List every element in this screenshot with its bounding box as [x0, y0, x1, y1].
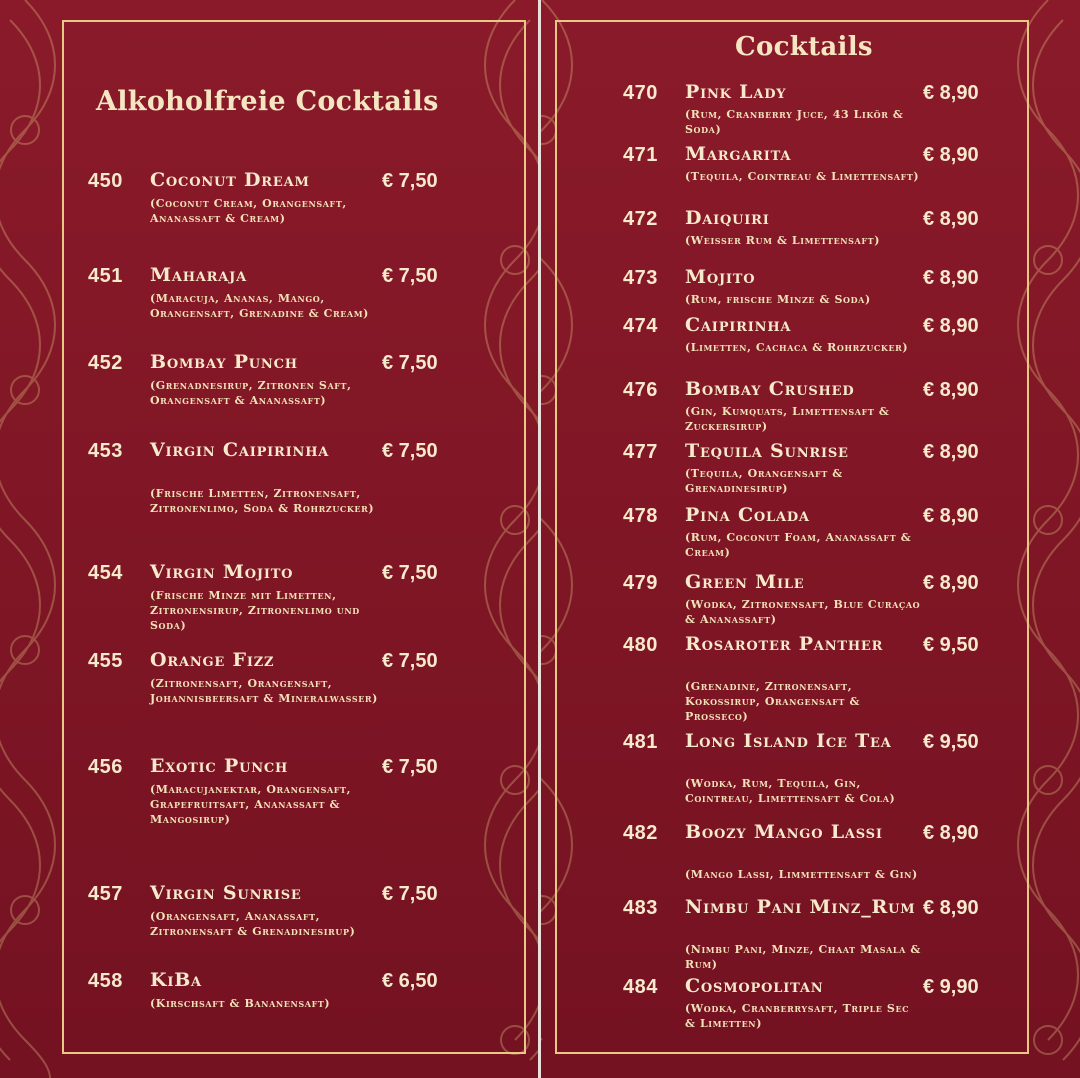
section-title: Alkoholfreie Cocktails — [96, 86, 439, 117]
item-number: 481 — [623, 731, 658, 753]
item-price: € 7,50 — [382, 650, 438, 672]
item-name: Virgin Caipirinha — [150, 439, 330, 461]
item-name: Orange Fizz — [150, 649, 275, 671]
item-description: (Grenadine, Zitronensaft, Kokossirup, Orangensaft & Prosseco) — [685, 680, 861, 723]
item-name: Nimbu Pani Minz_Rum — [685, 896, 916, 918]
item-name: Rosaroter Panther — [685, 633, 884, 655]
item-description: (Maracuja, Ananas, Mango, Orangensaft, Grenadine & Cream) — [150, 292, 369, 320]
item-name: Boozy Mango Lassi — [685, 821, 883, 843]
item-number: 477 — [623, 441, 658, 463]
item-name: Caipirinha — [685, 314, 792, 336]
item-price: € 8,90 — [923, 505, 979, 527]
item-number: 478 — [623, 505, 658, 527]
item-description: (Wodka, Cranberrysaft, Triple Sec & Limetten) — [685, 1002, 910, 1030]
item-number: 451 — [88, 265, 123, 287]
item-number: 473 — [623, 267, 658, 289]
item-name: Maharaja — [150, 264, 248, 286]
item-description: (Mango Lassi, Limmettensaft & Gin) — [685, 868, 918, 881]
item-price: € 7,50 — [382, 265, 438, 287]
item-description: (Wodka, Zitronensaft, Blue Curaçao & Ananassaft) — [685, 598, 921, 626]
item-price: € 8,90 — [923, 897, 979, 919]
item-number: 455 — [88, 650, 123, 672]
item-description: (Grenadnesirup, Zitronen Saft, Orangensaft & Ananassaft) — [150, 379, 352, 407]
item-number: 458 — [88, 970, 123, 992]
item-description: (Rum, Coconut Foam, Ananassaft & Cream) — [685, 531, 912, 559]
item-number: 456 — [88, 756, 123, 778]
item-number: 472 — [623, 208, 658, 230]
item-price: € 8,90 — [923, 208, 979, 230]
menu-page-right — [541, 0, 1080, 1078]
item-name: Tequila Sunrise — [685, 440, 849, 462]
item-description: (Kirschsaft & Bananensaft) — [150, 997, 331, 1010]
item-number: 470 — [623, 82, 658, 104]
item-description: (Nimbu Pani, Minze, Chaat Masala & Rum) — [685, 943, 921, 971]
item-name: Pina Colada — [685, 504, 810, 526]
item-name: Virgin Mojito — [150, 561, 294, 583]
item-name: Daiquiri — [685, 207, 770, 229]
item-name: Mojito — [685, 266, 756, 288]
item-price: € 7,50 — [382, 562, 438, 584]
item-number: 457 — [88, 883, 123, 905]
item-description: (Rum, frische Minze & Soda) — [685, 293, 871, 306]
item-name: Green Mile — [685, 571, 805, 593]
item-number: 480 — [623, 634, 658, 656]
item-name: Exotic Punch — [150, 755, 289, 777]
item-description: (Rum, Cranberry Juce, 43 Likör & Soda) — [685, 108, 904, 136]
item-price: € 8,90 — [923, 82, 979, 104]
item-number: 484 — [623, 976, 658, 998]
item-description: (Frische Limetten, Zitronensaft, Zitronenlimo, Soda & Rohrzucker) — [150, 487, 375, 515]
item-number: 471 — [623, 144, 658, 166]
item-name: Bombay Crushed — [685, 378, 855, 400]
item-description: (Maracujanektar, Orangensaft, Grapefruitsaft, Ananassaft & Mangosirup) — [150, 783, 352, 826]
menu-page-left — [0, 0, 538, 1078]
item-price: € 8,90 — [923, 441, 979, 463]
item-number: 454 — [88, 562, 123, 584]
item-number: 476 — [623, 379, 658, 401]
item-price: € 7,50 — [382, 883, 438, 905]
item-description: (Zitronensaft, Orangensaft, Johannisbeersaft & Mineralwasser) — [150, 677, 378, 705]
item-description: (Frische Minze mit Limetten, Zitronensirup, Zitronenlimo und Soda) — [150, 589, 360, 632]
item-number: 482 — [623, 822, 658, 844]
item-name: Virgin Sunrise — [150, 882, 302, 904]
item-price: € 9,50 — [923, 634, 979, 656]
item-name: Bombay Punch — [150, 351, 298, 373]
item-description: (Tequila, Orangensaft & Grenadinesirup) — [685, 467, 843, 495]
item-description: (Weisser Rum & Limettensaft) — [685, 234, 880, 247]
item-name: Cosmopolitan — [685, 975, 824, 997]
item-price: € 7,50 — [382, 756, 438, 778]
item-price: € 9,50 — [923, 731, 979, 753]
item-price: € 8,90 — [923, 267, 979, 289]
item-price: € 8,90 — [923, 572, 979, 594]
item-price: € 7,50 — [382, 352, 438, 374]
item-number: 479 — [623, 572, 658, 594]
item-description: (Orangensaft, Ananassaft, Zitronensaft & Grenadinesirup) — [150, 910, 356, 938]
item-price: € 8,90 — [923, 822, 979, 844]
item-number: 450 — [88, 170, 123, 192]
item-price: € 6,50 — [382, 970, 438, 992]
item-description: (Gin, Kumquats, Limettensaft & Zuckersirup) — [685, 405, 890, 433]
ornament-border-left — [0, 0, 70, 1078]
item-price: € 7,50 — [382, 440, 438, 462]
item-description: (Wodka, Rum, Tequila, Gin, Cointreau, Limettensaft & Cola) — [685, 777, 896, 805]
item-name: Margarita — [685, 143, 792, 165]
item-description: (Coconut Cream, Orangensaft, Ananassaft & Cream) — [150, 197, 347, 225]
item-name: Long Island Ice Tea — [685, 730, 892, 752]
item-number: 474 — [623, 315, 658, 337]
item-number: 483 — [623, 897, 658, 919]
item-price: € 8,90 — [923, 379, 979, 401]
item-price: € 8,90 — [923, 144, 979, 166]
item-price: € 9,90 — [923, 976, 979, 998]
item-price: € 8,90 — [923, 315, 979, 337]
item-description: (Tequila, Cointreau & Limettensaft) — [685, 170, 920, 183]
item-name: Coconut Dream — [150, 169, 310, 191]
item-price: € 7,50 — [382, 170, 438, 192]
item-number: 452 — [88, 352, 123, 374]
section-title: Cocktails — [735, 32, 873, 62]
item-name: KiBa — [150, 969, 202, 991]
item-number: 453 — [88, 440, 123, 462]
item-description: (Limetten, Cachaca & Rohrzucker) — [685, 341, 909, 354]
item-name: Pink Lady — [685, 81, 787, 103]
